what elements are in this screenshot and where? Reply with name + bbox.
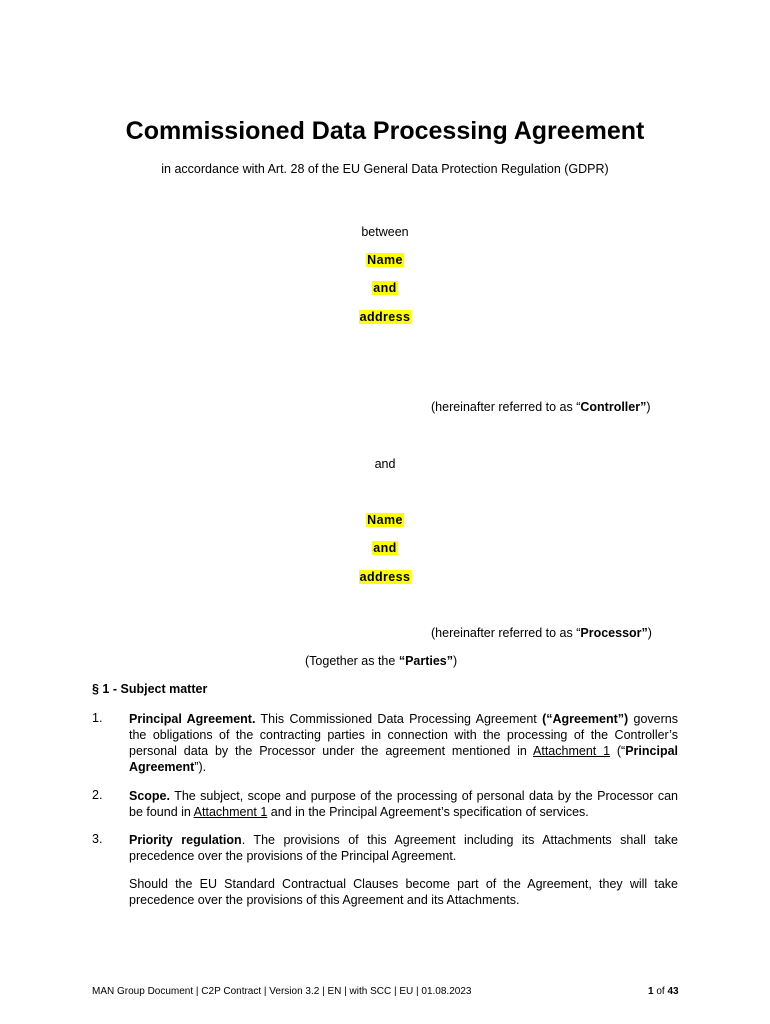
page-title: Commissioned Data Processing Agreement [125, 117, 645, 145]
controller-and-placeholder: and [373, 281, 397, 295]
list-item: Scope. The subject, scope and purpose of the processing of personal data by the Processor can be found in Attachment 1 and in the Principal Agreement’s specification of services. [129, 789, 678, 819]
attachment-link[interactable]: Attachment 1 [193, 805, 268, 819]
item-number: 3. [92, 832, 103, 846]
list-item-continuation: Should the EU Standard Contractual Clauses become part of the Agreement, they will take precedence over the provisions of this Agreement and its Attachments. [129, 877, 678, 907]
and-label: and [374, 457, 396, 471]
attachment-link[interactable]: Attachment 1 [533, 744, 611, 758]
processor-note: (hereinafter referred to as “Processor”) [431, 626, 652, 640]
list-item: Principal Agreement. This Commissioned Data Processing Agreement (“Agreement”) governs the obligations of the contracting parties in connection with the processing of the Controller’s personal data by the Processor under the agreement mentioned in Attachment 1 (“Principal Agreement”). [129, 712, 678, 774]
page-subtitle: in accordance with Art. 28 of the EU General Data Protection Regulation (GDPR) [161, 162, 609, 176]
item-number: 1. [92, 711, 103, 725]
item-number: 2. [92, 788, 103, 802]
controller-note: (hereinafter referred to as “Controller”) [431, 400, 651, 414]
controller-name-placeholder: Name [367, 253, 403, 267]
page-number: 1 of 43 [648, 986, 679, 997]
processor-and-placeholder: and [373, 541, 397, 555]
document-footer: MAN Group Document | C2P Contract | Version 3.2 | EN | with SCC | EU | 01.08.2023 [92, 986, 472, 997]
section-heading: § 1 - Subject matter [92, 682, 208, 696]
controller-address-placeholder: address [359, 310, 411, 324]
processor-address-placeholder: address [359, 570, 411, 584]
processor-name-placeholder: Name [367, 513, 403, 527]
between-label: between [361, 225, 409, 239]
list-item: Priority regulation. The provisions of this Agreement including its Attachments shall take precedence over the provisions of the Principal Agreement. [129, 833, 678, 863]
parties-note: (Together as the “Parties”) [305, 654, 458, 668]
